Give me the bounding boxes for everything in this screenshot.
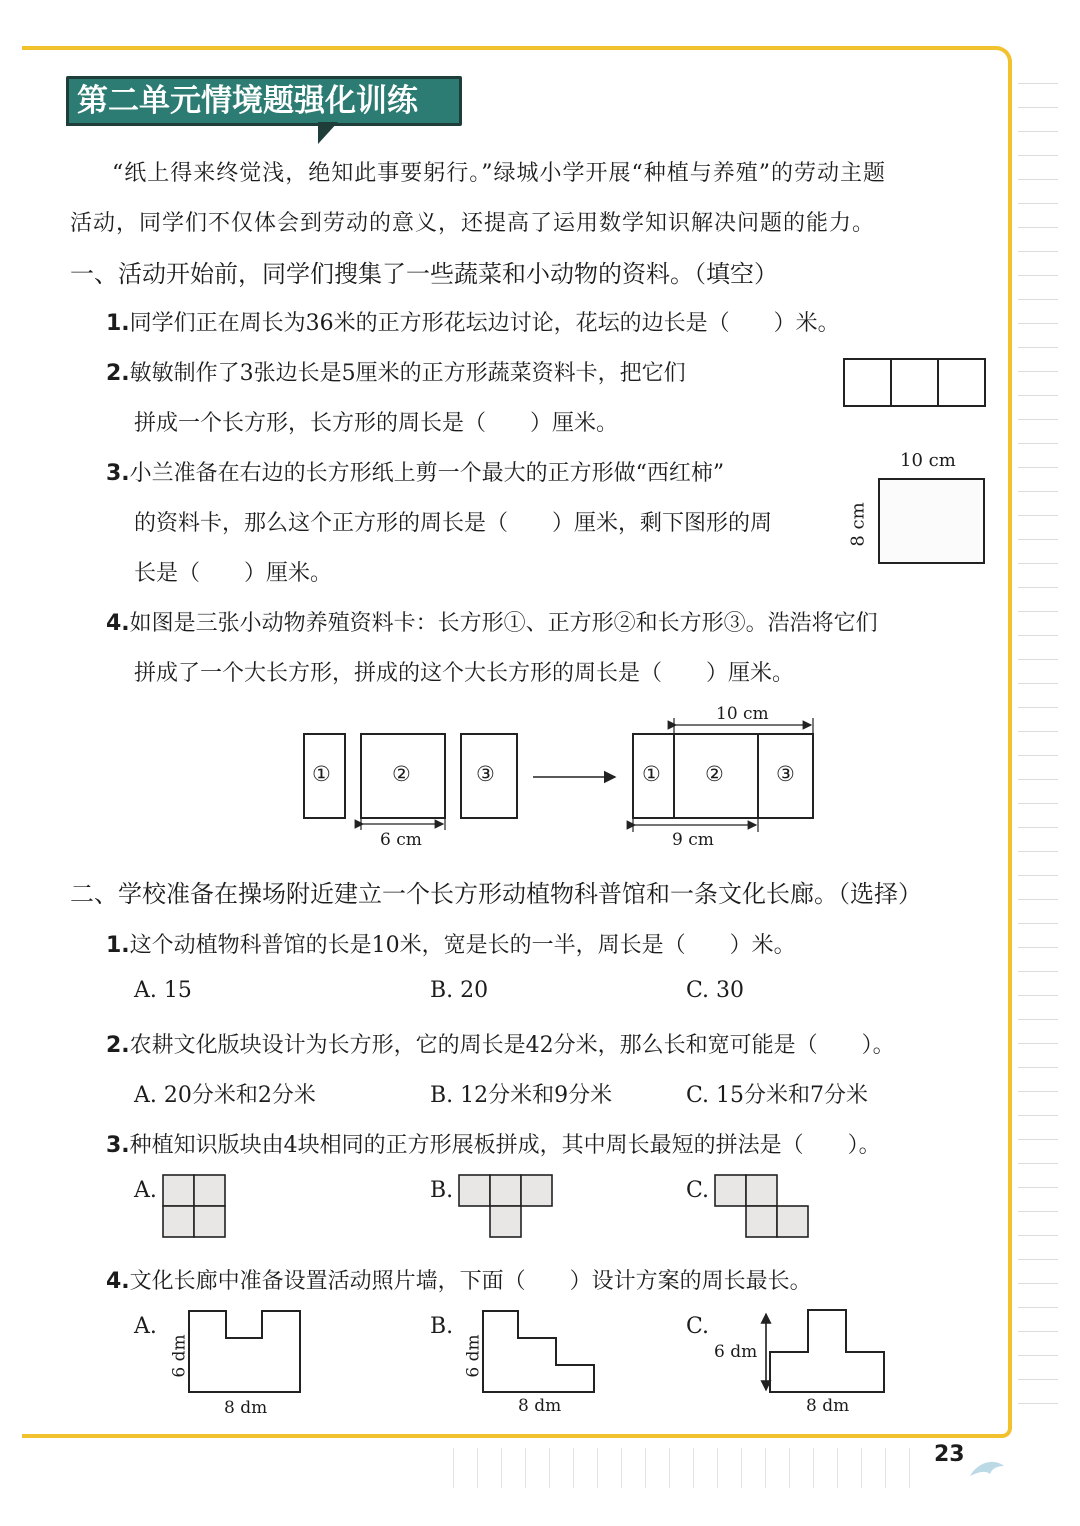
s1-question-2-line2: 拼成一个长方形，长方形的周长是（ ）厘米。 (134, 411, 619, 436)
question-number: 4. (106, 1269, 130, 1294)
question-number: 2. (106, 361, 130, 386)
s2-q1-option-b: B. 20 (430, 978, 489, 1003)
s1-question-4 (106, 606, 878, 637)
question-number: 4. (106, 611, 130, 636)
unit-title: 第二单元情境题强化训练 (66, 76, 462, 126)
cards-figure (300, 700, 820, 860)
s2-question-3 (106, 1128, 881, 1159)
label-6cm: 6 cm (380, 830, 422, 850)
bottom-grid-lines (430, 1448, 910, 1488)
wall-design-b (482, 1310, 598, 1396)
title-tag-tail (318, 122, 338, 144)
question-number: 3. (106, 461, 130, 486)
paper-height-label: 8 cm (847, 502, 869, 547)
question-text: 如图是三张小动物养殖资料卡：长方形①、正方形②和长方形③。浩浩将它们 (129, 611, 878, 636)
s1-question-1 (106, 306, 840, 337)
s1-question-2 (106, 356, 686, 387)
s2-q1-option-a: A. 15 (134, 978, 192, 1003)
wall-design-a (188, 1310, 304, 1396)
question-number: 3. (106, 1133, 130, 1158)
question-text: 敏敏制作了3张边长是5厘米的正方形蔬菜资料卡，把它们 (129, 361, 686, 386)
square-arrangement-c (714, 1174, 810, 1240)
s2-question-1 (106, 928, 796, 959)
s2-q3-option-b: B. (430, 1178, 454, 1203)
label-10cm: 10 cm (716, 704, 769, 724)
margin-grid-lines (1018, 60, 1058, 1420)
s2-q4-option-c: C. (686, 1314, 710, 1339)
s2-q1-option-c: C. 30 (686, 978, 745, 1003)
s1-question-4-line2: 拼成了一个大长方形，拼成的这个大长方形的周长是（ ）厘米。 (134, 661, 795, 686)
question-text: 文化长廊中准备设置活动照片墙，下面（ ）设计方案的周长最长。 (129, 1269, 812, 1294)
card-2-label: ② (392, 762, 411, 786)
dolphin-icon (968, 1454, 1008, 1484)
design-a-width-label: 8 dm (224, 1398, 268, 1418)
design-c-width-label: 8 dm (806, 1396, 850, 1416)
question-text: 小兰准备在右边的长方形纸上剪一个最大的正方形做“西红柿” (129, 461, 725, 486)
wall-design-c (760, 1306, 888, 1396)
card-1-label: ① (312, 762, 331, 786)
card-3-label: ③ (476, 762, 495, 786)
s2-q4-option-a: A. (134, 1314, 157, 1339)
question-text: 农耕文化版块设计为长方形，它的周长是42分米，那么长和宽可能是（ ）。 (129, 1033, 895, 1058)
s1-question-3-line3: 长是（ ）厘米。 (134, 561, 333, 586)
label-9cm: 9 cm (672, 830, 714, 850)
design-b-height-label: 6 dm (463, 1334, 484, 1378)
paper-width-label: 10 cm (900, 450, 956, 471)
s2-q2-option-b: B. 12分米和9分米 (430, 1083, 613, 1108)
joined-card-1-label: ① (642, 762, 661, 786)
square-arrangement-a (162, 1174, 228, 1240)
s2-question-2 (106, 1028, 895, 1059)
s1-question-3 (106, 456, 724, 487)
design-b-width-label: 8 dm (518, 1396, 562, 1416)
s2-q3-option-a: A. (134, 1178, 157, 1203)
s2-q3-option-c: C. (686, 1178, 710, 1203)
joined-card-3-label: ③ (776, 762, 795, 786)
design-a-height-label: 6 dm (169, 1334, 190, 1378)
intro-line-1: “纸上得来终觉浅，绝知此事要躬行。”绿城小学开展“种植与养殖”的劳动主题 (112, 161, 886, 186)
three-squares-figure (843, 358, 987, 408)
section1-heading: 一、活动开始前，同学们搜集了一些蔬菜和小动物的资料。（填空） (70, 260, 778, 288)
question-text: 种植知识版块由4块相同的正方形展板拼成，其中周长最短的拼法是（ ）。 (129, 1133, 881, 1158)
s2-question-4 (106, 1264, 812, 1295)
s2-q2-option-a: A. 20分米和2分米 (134, 1083, 316, 1108)
intro-line-2: 活动，同学们不仅体会到劳动的意义，还提高了运用数学知识解决问题的能力。 (70, 211, 876, 236)
question-number: 2. (106, 1033, 130, 1058)
design-c-height-label: 6 dm (714, 1342, 758, 1362)
question-text: 这个动植物科普馆的长是10米，宽是长的一半，周长是（ ）米。 (129, 933, 796, 958)
page-number: 23 (934, 1442, 965, 1467)
joined-card-2-label: ② (705, 762, 724, 786)
s1-question-3-line2: 的资料卡，那么这个正方形的周长是（ ）厘米，剩下图形的周 (134, 511, 773, 536)
section2-heading: 二、学校准备在操场附近建立一个长方形动植物科普馆和一条文化长廊。（选择） (70, 880, 922, 908)
question-number: 1. (106, 311, 130, 336)
square-arrangement-b (458, 1174, 554, 1240)
rectangle-paper-figure (878, 478, 986, 566)
question-number: 1. (106, 933, 130, 958)
s2-q2-option-c: C. 15分米和7分米 (686, 1083, 869, 1108)
question-text: 同学们正在周长为36米的正方形花坛边讨论，花坛的边长是（ ）米。 (129, 311, 840, 336)
s2-q4-option-b: B. (430, 1314, 454, 1339)
